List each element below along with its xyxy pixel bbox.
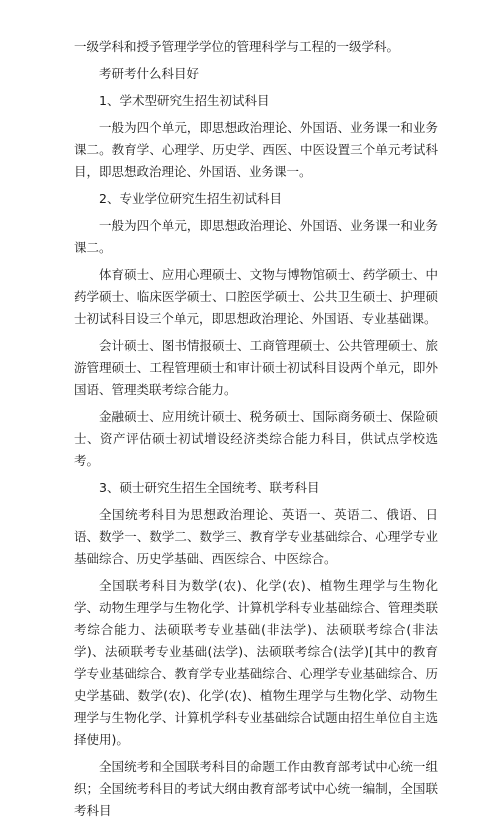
paragraph-organization: 全国统考和全国联考科目的命题工作由教育部考试中心统一组织；全国统考科目的考试大纲由教育部考试中心统一编制，全国联考科目	[74, 759, 438, 818]
paragraph-professional: 一般为四个单元，即思想政治理论、外国语、业务课一和业务课二。	[74, 218, 438, 255]
paragraph-two-units: 会计硕士、图书情报硕士、工商管理硕士、公共管理硕士、旅游管理硕士、工程管理硕士和审计硕士初试科目设两个单元，即外国语、管理类联考综合能力。	[74, 338, 438, 397]
paragraph-economics: 金融硕士、应用统计硕士、税务硕士、国际商务硕士、保险硕士、资产评估硕士初试增设经济类综合能力科目，供试点学校选考。	[74, 409, 438, 468]
subheading-national: 3、硕士研究生招生全国统考、联考科目	[99, 480, 320, 495]
paragraph-intro: 一级学科和授予管理学学位的管理科学与工程的一级学科。	[74, 39, 400, 54]
subheading-professional: 2、专业学位研究生招生初试科目	[99, 191, 282, 206]
paragraph-joint-exam: 全国联考科目为数学(农)、化学(农)、植物生理学与生物化学、动物生理学与生物化学、计算机学科专业基础综合、管理类联考综合能力、法硕联考专业基础(非法学)、法硕联考综合(非法学)、法硕联考专业基础(法学)、法硕联考综合(法学)[其中的教育学专业基础综合、教育学专业基础综合、心理学专业基础综合、历史学基础、数学(农)、化学(农)、植物生理学与生物化学、动物生理学与生物化学、计算机学科专业基础综合试题由招生单位自主选择使用)。	[74, 578, 438, 747]
section-title: 考研考什么科目好	[99, 66, 200, 81]
subheading-academic: 1、学术型研究生招生初试科目	[99, 93, 270, 108]
paragraph-unified-exam: 全国统考科目为思想政治理论、英语一、英语二、俄语、日语、数学一、数学二、数学三、教育学专业基础综合、心理学专业基础综合、历史学基础、西医综合、中医综合。	[74, 507, 438, 566]
paragraph-three-units: 体育硕士、应用心理硕士、文物与博物馆硕士、药学硕士、中药学硕士、临床医学硕士、口腔医学硕士、公共卫生硕士、护理硕士初试科目设三个单元，即思想政治理论、外国语、专业基础课。	[74, 267, 438, 326]
paragraph-academic: 一般为四个单元，即思想政治理论、外国语、业务课一和业务课二。教育学、心理学、历史学、西医、中医设置三个单元考试科目，即思想政治理论、外国语、业务课一。	[74, 120, 438, 179]
